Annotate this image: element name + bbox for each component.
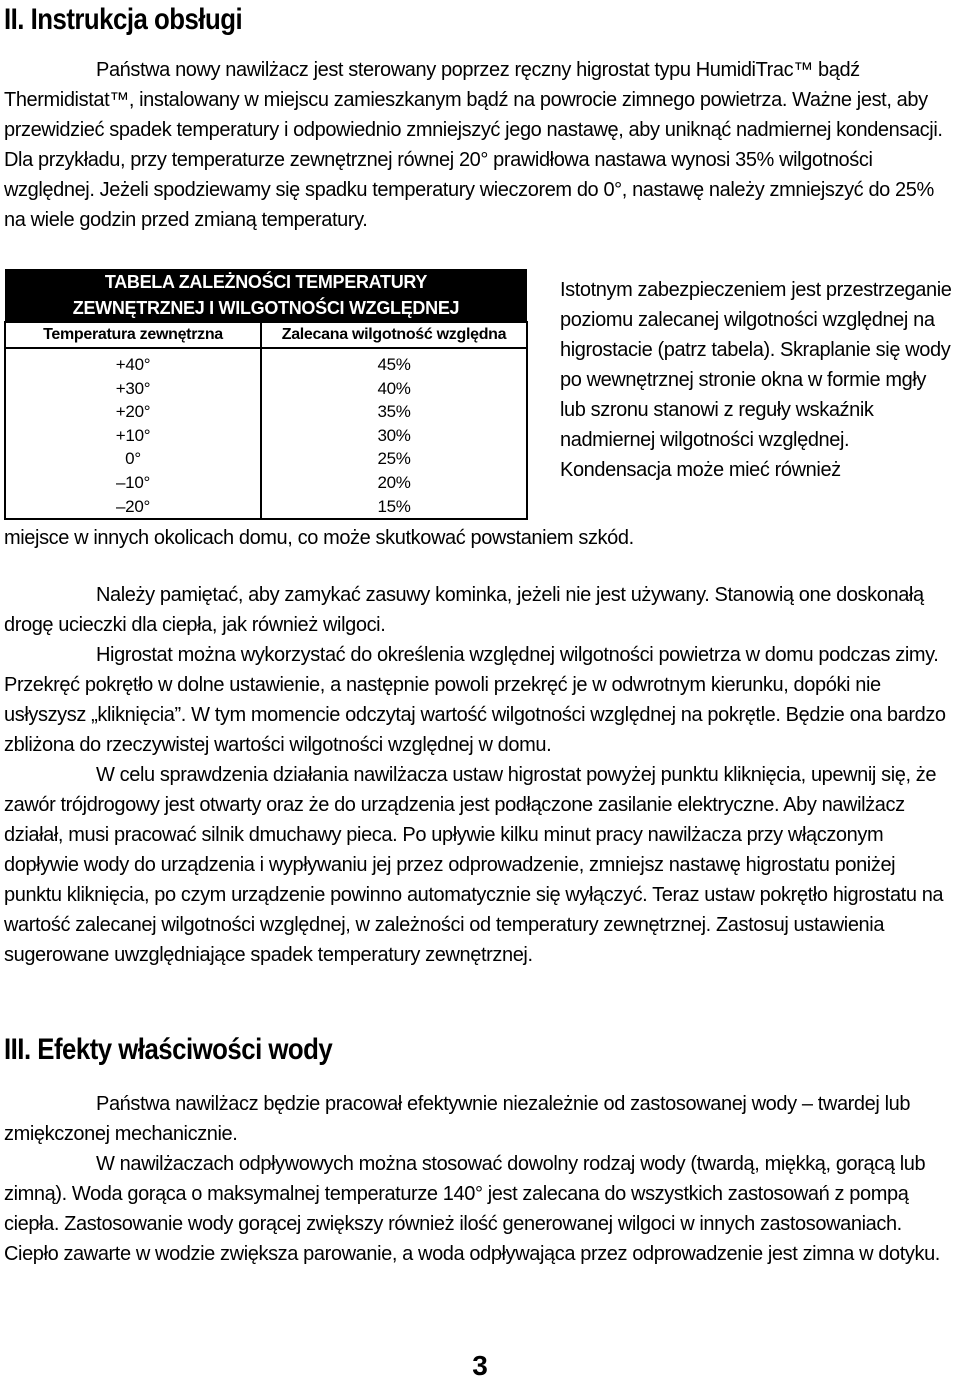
humidity-cell: 25%: [261, 447, 527, 471]
humidity-cell: 40%: [261, 377, 527, 401]
temp-cell: +10°: [5, 424, 261, 448]
table-row: [5, 471, 527, 495]
humidity-cell: 30%: [261, 424, 527, 448]
table-row: [5, 377, 527, 401]
page-number: 3: [472, 1350, 488, 1381]
temp-cell: +30°: [5, 377, 261, 401]
temp-cell: 0°: [5, 447, 261, 471]
side-note-continuation: miejsce w innych okolicach domu, co może skutkować powstaniem szkód.: [4, 527, 634, 549]
humidity-cell: 35%: [261, 400, 527, 424]
section-2-body: [4, 580, 954, 970]
humidity-cell: 20%: [261, 471, 527, 495]
side-note: Istotnym zabezpieczeniem jest przestrzeganie poziomu zalecanej wilgotności względnej na higrostacie (patrz tabela). Skraplanie się wody po wewnętrznej stronie okna w formie mgły lub szronu stanowi z reguły wskaźnik nadmiernej wilgotności względnej. Kondensacja może mieć również: [560, 279, 952, 481]
table-row: [5, 348, 527, 377]
temp-cell: –10°: [5, 471, 261, 495]
section-3-heading: III. Efekty właściwości wody: [4, 1033, 333, 1066]
paragraph: Higrostat można wykorzystać do określenia względnej wilgotności powietrza w domu podczas zimy. Przekręć pokrętło w dolne ustawienie, a następnie powoli przekręć je w odwrotnym kierunku, dopóki nie usłyszysz „kliknięcia”. W tym momencie odczytaj wartość wilgotności względnej na pokrętle. Będzie ona bardzo zbliżona do rzeczywistej wartości wilgotności względnej w domu.: [4, 644, 946, 756]
col-header-humidity: Zalecana wilgotność względna: [261, 322, 527, 348]
humidity-cell: 15%: [261, 495, 527, 520]
table-row: [5, 424, 527, 448]
col-header-temperature: Temperatura zewnętrzna: [5, 322, 261, 348]
paragraph: W celu sprawdzenia działania nawilżacza ustaw higrostat powyżej punktu kliknięcia, upewnij się, że zawór trójdrogowy jest otwarty oraz że do urządzenia jest podłączone zasilanie elektryczne. Aby nawilżacz działał, musi pracować silnik dmuchawy pieca. Po upływie kilku minut pracy nawilżacza przy włączonym dopływie wody do urządzenia i wypływaniu jej przez odprowadzenie, zmniejsz nastawę higrostatu poniżej punktu kliknięcia, po czym urządzenie powinno automatycznie się wyłączyć. Teraz ustaw pokrętło higrostatu na wartość zalecanej wilgotności względnej, w zależności od temperatury zewnętrznej. Zastosuj ustawienia sugerowane uwzględniające spadek temperatury zewnętrznej.: [4, 764, 944, 966]
table-title: TABELA ZALEŻNOŚCI TEMPERATURY ZEWNĘTRZNEJ I WILGOTNOŚCI WZGLĘDNEJ: [5, 269, 527, 322]
paragraph: W nawilżaczach odpływowych można stosować dowolny rodzaj wody (twardą, miękką, gorącą lub zimną). Woda gorąca o maksymalnej temperaturze 140° jest zalecana do wszystkich zastosowań z pompą ciepła. Zastosowanie wody gorącej zwiększy również ilość generowanej wilgoci w innych zastosowaniach. Ciepło zawarte w wodzie zwiększa parowanie, a woda odpływająca przez odprowadzenie jest zimna w dotyku.: [4, 1153, 940, 1265]
section-2-heading: II. Instrukcja obsługi: [4, 3, 243, 36]
temp-cell: –20°: [5, 495, 261, 520]
table-row: [5, 447, 527, 471]
paragraph: Państwa nawilżacz będzie pracował efektywnie niezależnie od zastosowanej wody – twardej lub zmiękczonej mechanicznie.: [4, 1093, 911, 1145]
paragraph: Należy pamiętać, aby zamykać zasuwy kominka, jeżeli nie jest używany. Stanowią one doskonałą drogę ucieczki dla ciepła, jak również wilgoci.: [4, 584, 924, 636]
temp-cell: +20°: [5, 400, 261, 424]
table-row: [5, 400, 527, 424]
table-row: [5, 495, 527, 520]
section-2-intro: [4, 55, 954, 235]
humidity-table: [4, 269, 528, 520]
temp-cell: +40°: [5, 348, 261, 377]
intro-paragraph: Państwa nowy nawilżacz jest sterowany poprzez ręczny higrostat typu HumidiTrac™ bądź Thermidistat™, instalowany w miejscu zamieszkanym bądź na powrocie zimnego powietrza. Ważne jest, aby przewidzieć spadek temperatury i odpowiednio zmniejszyć jego nastawę, aby uniknąć nadmiernej kondensacji. Dla przykładu, przy temperaturze zewnętrznej równej 20° prawidłowa nastawa wynosi 35% wilgotności względnej. Jeżeli spodziewamy się spadku temperatury wieczorem do 0°, nastawę należy zmniejszyć do 25% na wiele godzin przed zmianą temperatury.: [4, 59, 943, 231]
humidity-cell: 45%: [261, 348, 527, 377]
section-3-body: [4, 1089, 954, 1269]
